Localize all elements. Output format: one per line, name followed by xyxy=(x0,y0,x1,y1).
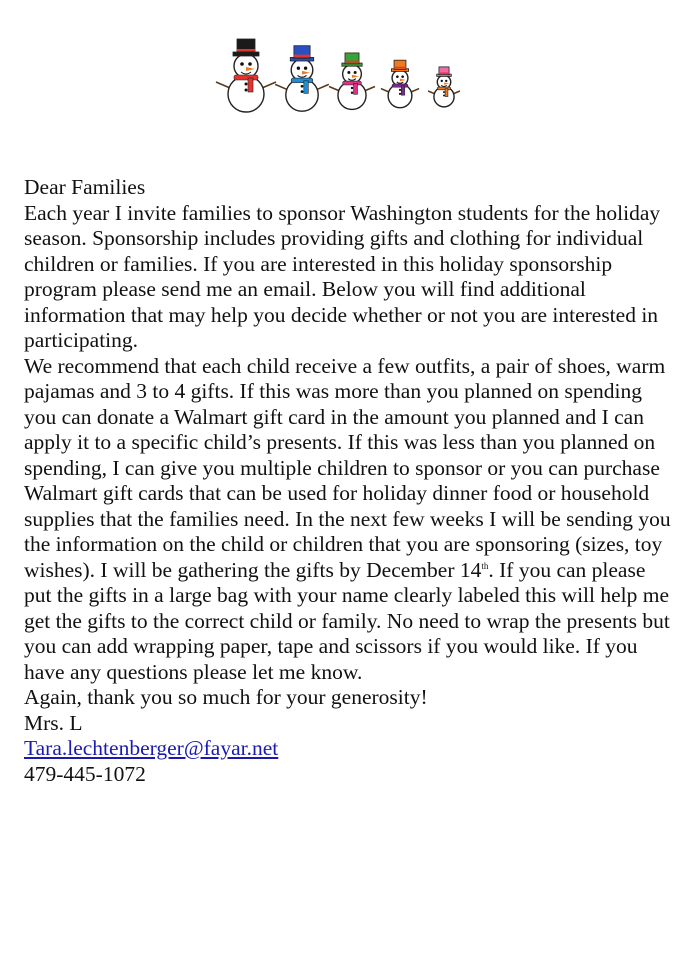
snowman-1-icon xyxy=(216,39,276,112)
snowman-3-icon xyxy=(329,53,375,110)
paragraph-details xyxy=(24,354,672,686)
snowman-5-icon xyxy=(428,67,460,107)
details-text-part2: . If you can please put the gifts in a large bag with your name clearly labeled this will help me get the gifts to the correct child or family. No need to wrap the presents but you can add wrapping paper, tape and scissors if you would like. If you have any questions please let me know. xyxy=(24,557,670,684)
details-text-part1: We recommend that each child receive a few outfits, a pair of shoes, warm pajamas and 3 to 4 gifts. If this was more than you planned on spending you can donate a Walmart gift card in the amount you planned and I can apply it to a specific child’s presents. If this was less than you planned on spending, I can give you multiple children to sponsor or you can purchase Walmart gift cards that can be used for holiday dinner food or household supplies that the families need. In the next few weeks I will be sending you the information on the child or children that you are sponsoring (sizes, toy wishes). I will be gathering the gifts by December 14 xyxy=(24,353,671,582)
signature: Mrs. L xyxy=(24,710,83,735)
greeting: Dear Families xyxy=(24,175,146,199)
phone-number: 479-445-1072 xyxy=(24,761,146,786)
snowman-2-icon xyxy=(275,46,329,112)
ordinal-suffix: th xyxy=(481,560,489,571)
email-link[interactable]: Tara.lechtenberger@fayar.net xyxy=(24,736,279,760)
closing-line: Again, thank you so much for your generosity! xyxy=(24,685,428,709)
paragraph-intro: Each year I invite families to sponsor Washington students for the holiday season. Sponsorship includes providing gifts and clothing for individual children or families. If you are interested in this holiday sponsorship program please send me an email. Below you will find additional information that may help you decide whether or not you are interested in participating. xyxy=(24,200,661,352)
snowman-family-icon xyxy=(212,30,474,122)
snowman-4-icon xyxy=(381,60,419,108)
letter-body xyxy=(24,175,672,787)
